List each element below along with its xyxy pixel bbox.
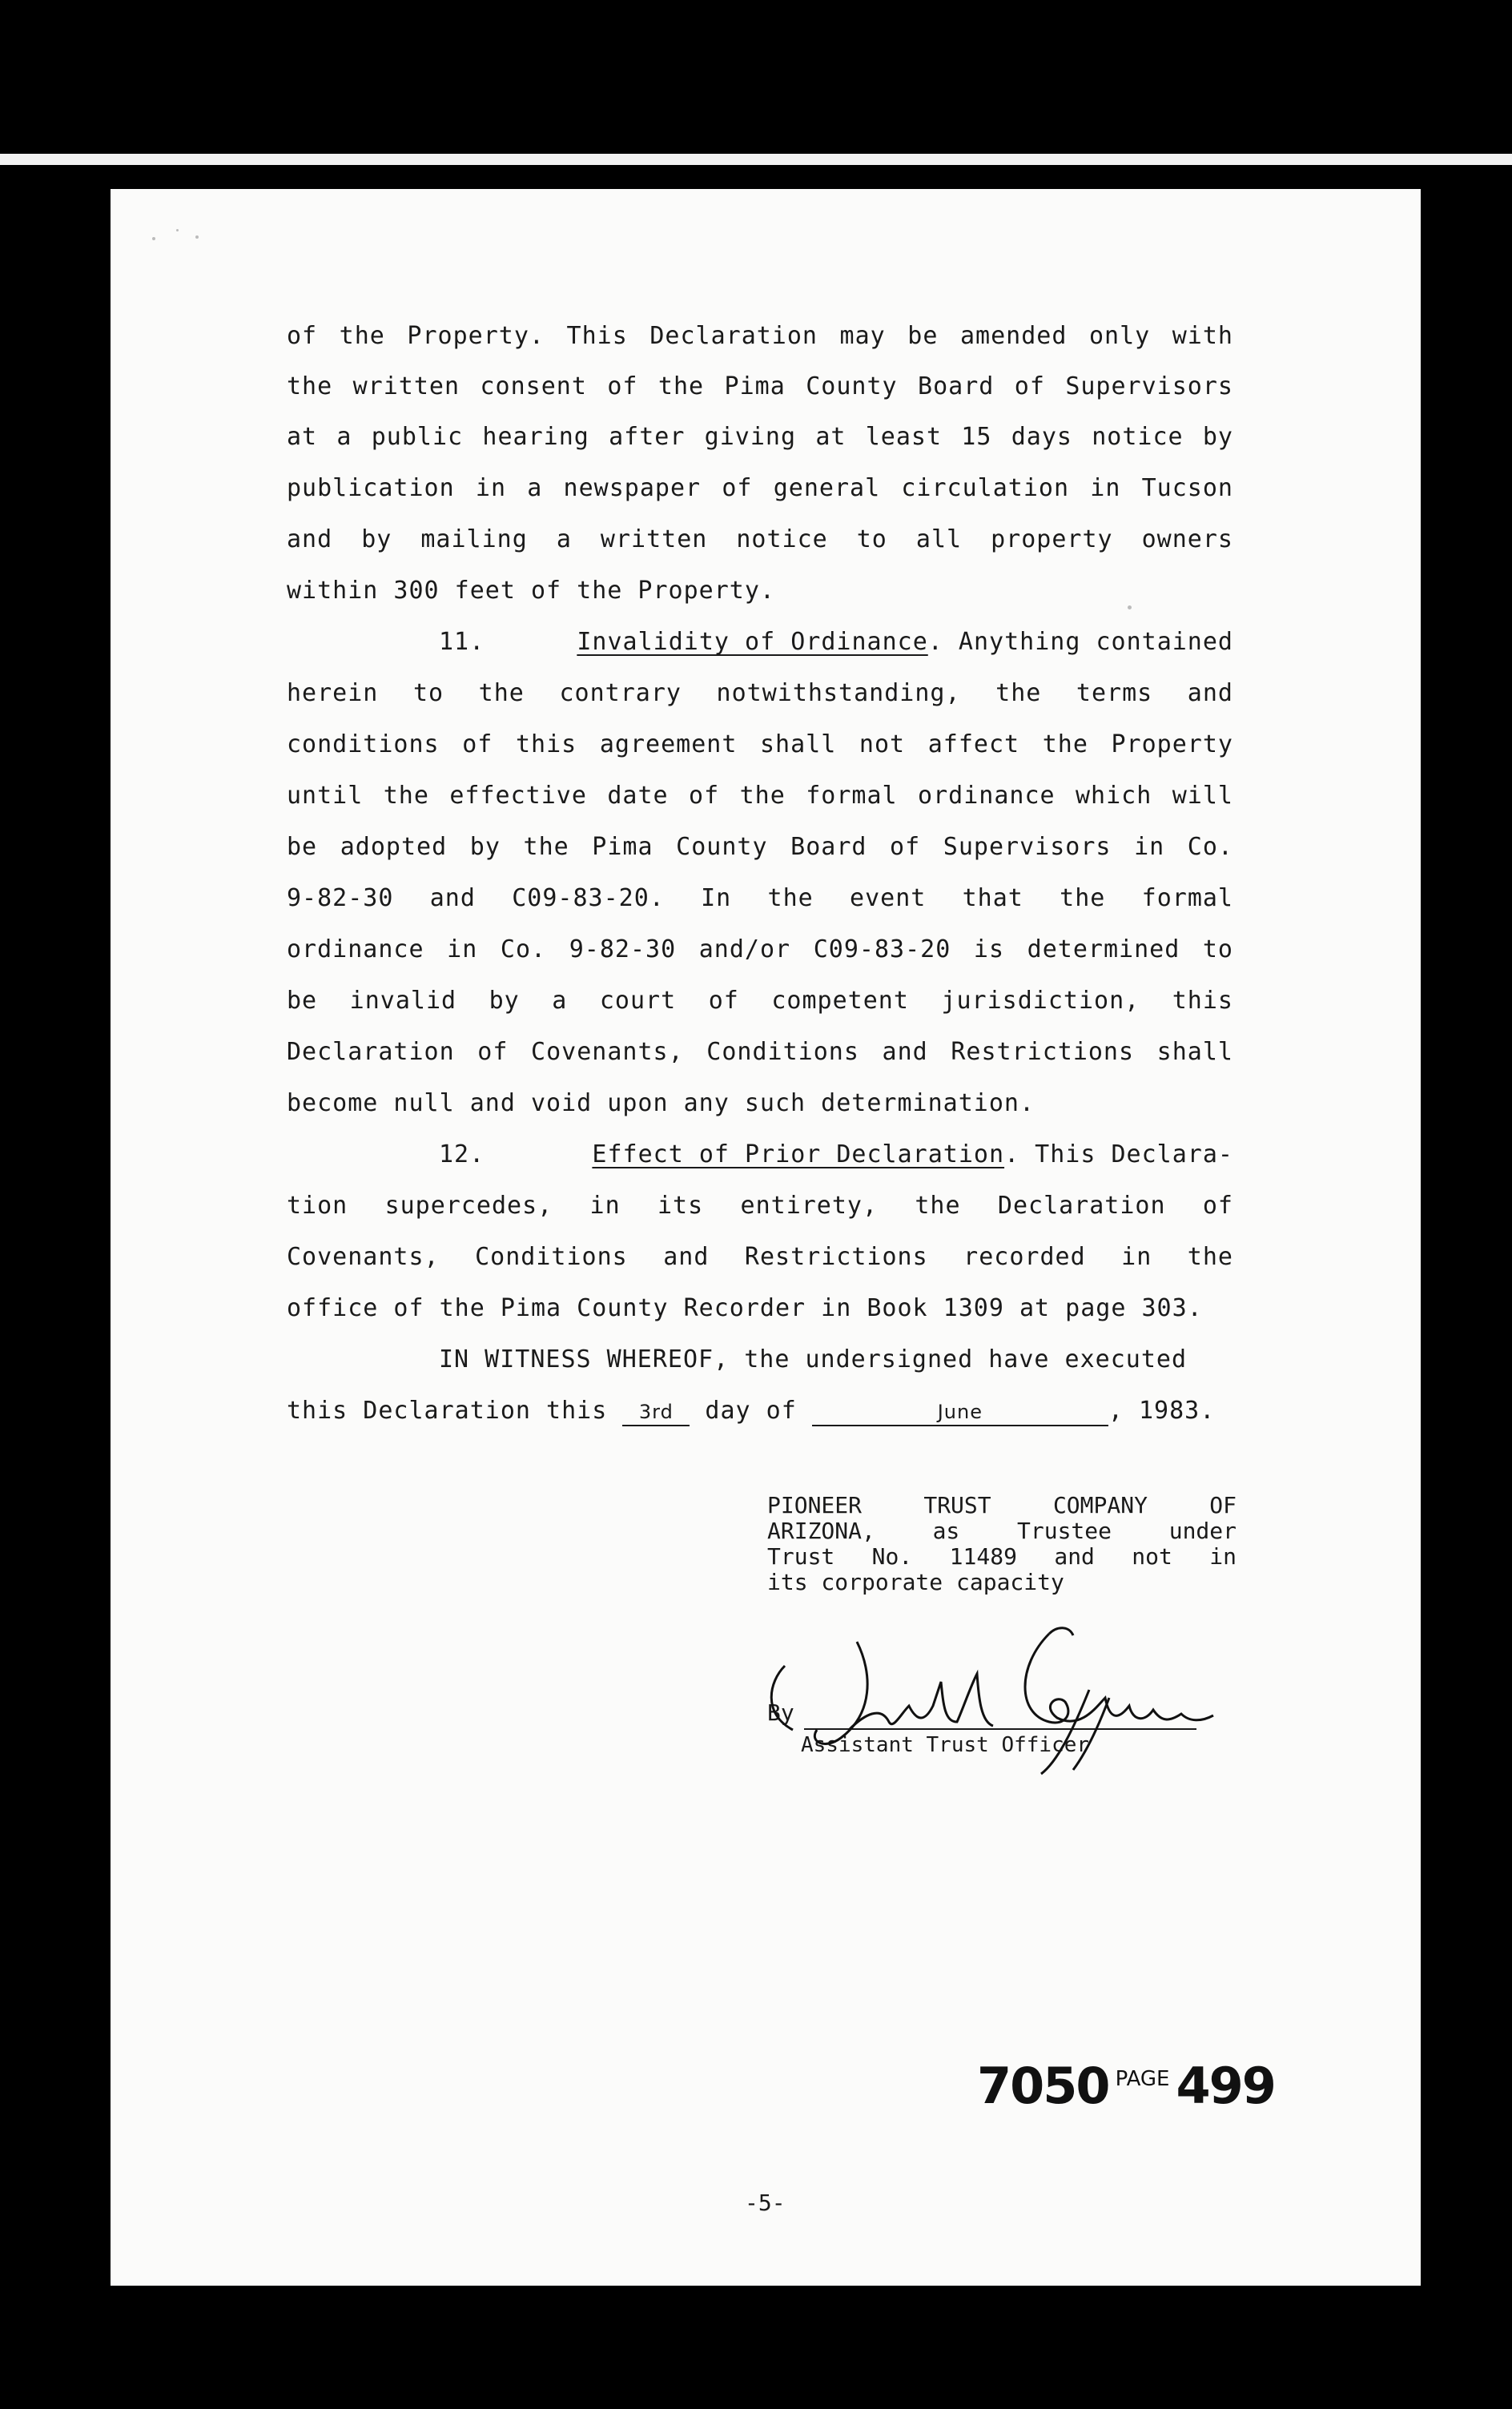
company-line: its corporate capacity: [767, 1569, 1064, 1595]
section-11-line: herein to the contrary notwithstanding, the terms and: [287, 679, 1233, 707]
stamp-mid: PAGE: [1115, 2067, 1170, 2091]
scan-speck: [152, 237, 155, 240]
day-blank: 3rd: [622, 1399, 690, 1426]
section-title: Invalidity of Ordinance: [577, 628, 928, 656]
company-block: [767, 1493, 1237, 1595]
section-11-line: conditions of this agreement shall not affect the Property: [287, 730, 1233, 758]
stamp-page: 499: [1176, 2057, 1275, 2115]
section-11-line: Declaration of Covenants, Conditions and Restrictions shall: [287, 1038, 1233, 1066]
section-title: Effect of Prior Declaration: [592, 1140, 1005, 1168]
section-11-line: be invalid by a court of competent jurisdiction, this: [287, 987, 1233, 1015]
month-blank: June: [812, 1399, 1108, 1426]
section-11-line: become null and void upon any such determination.: [287, 1089, 1035, 1117]
body-line: publication in a newspaper of general circulation in Tucson: [287, 474, 1233, 502]
section-11-line: ordinance in Co. 9-82-30 and/or C09-83-20 is determined to: [287, 935, 1233, 963]
scan-speck: [176, 229, 179, 231]
section-11-line: until the effective date of the formal ordinance which will: [287, 782, 1233, 810]
section-first-line-rest: . Anything contained: [927, 628, 1233, 656]
section-12-line: tion supercedes, in its entirety, the Declaration of: [287, 1192, 1233, 1220]
section-12-line: office of the Pima County Recorder in Book 1309 at page 303.: [287, 1294, 1203, 1322]
body-line: within 300 feet of the Property.: [287, 577, 775, 605]
scan-top-strip: [0, 154, 1512, 165]
witness-prefix: this Declaration this: [287, 1397, 608, 1425]
company-line: PIONEER TRUST COMPANY OF: [767, 1492, 1237, 1518]
body-line: the written consent of the Pima County Board of Supervisors: [287, 372, 1233, 400]
section-number: 11.: [439, 628, 485, 656]
witness-day-of: day of: [705, 1397, 797, 1425]
signer-title: Assistant Trust Officer: [801, 1733, 1090, 1757]
witness-year: , 1983.: [1108, 1397, 1216, 1425]
witness-line: IN WITNESS WHEREOF, the undersigned have executed: [439, 1345, 1188, 1373]
section-11-heading: [439, 626, 1233, 658]
handwritten-signature-icon: [753, 1610, 1249, 1778]
body-line: of the Property. This Declaration may be amended only with: [287, 322, 1233, 350]
body-line: at a public hearing after giving at least 15 days notice by: [287, 423, 1233, 451]
section-number: 12.: [439, 1140, 485, 1168]
stamp-book: 7050: [977, 2057, 1109, 2115]
body-line: and by mailing a written notice to all property owners: [287, 525, 1233, 553]
witness-date-line: [287, 1395, 1233, 1427]
company-line: ARIZONA, as Trustee under: [767, 1518, 1237, 1544]
section-first-line-rest: . This Declara-: [1004, 1140, 1233, 1168]
section-12-heading: [439, 1139, 1233, 1171]
section-12-line: Covenants, Conditions and Restrictions recorded in the: [287, 1243, 1233, 1271]
recording-stamp: [977, 2057, 1275, 2115]
company-line: Trust No. 11489 and not in: [767, 1543, 1237, 1570]
by-label: By: [767, 1699, 794, 1726]
scan-speck: [195, 235, 199, 239]
section-11-line: 9-82-30 and C09-83-20. In the event that the formal: [287, 884, 1233, 912]
page-number: -5-: [745, 2190, 786, 2216]
signature-block: [753, 1610, 1249, 1778]
section-11-line: be adopted by the Pima County Board of Supervisors in Co.: [287, 833, 1233, 861]
